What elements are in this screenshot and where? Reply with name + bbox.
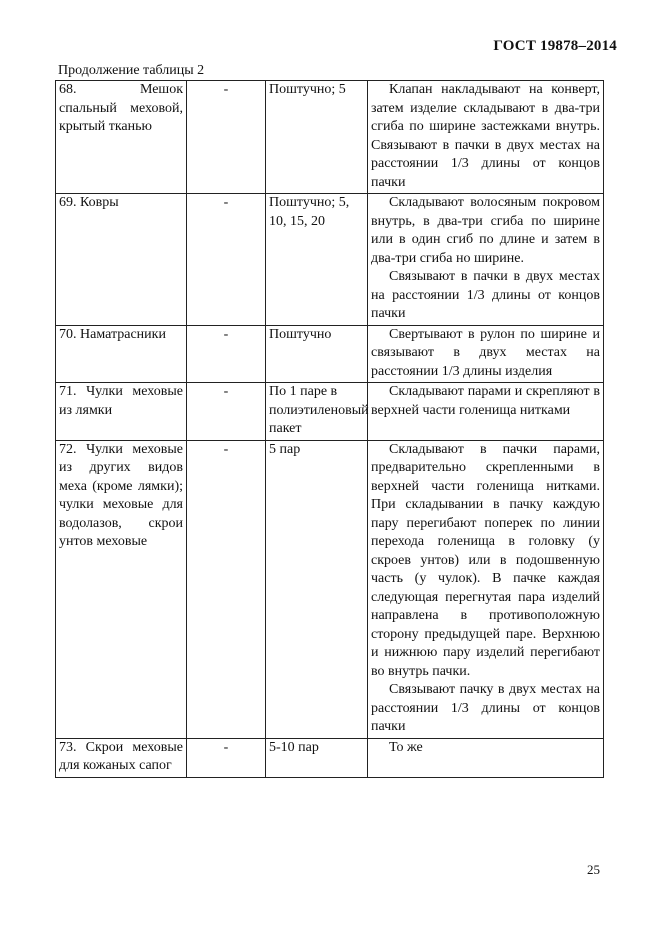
method-paragraph: Связывают пачку в двух местах на расстоянии 1/3 длины от концов пачки [371,682,600,734]
dash-cell: - [187,325,266,383]
packing-table [55,80,604,778]
table-row [56,325,604,383]
product-name-cell: 73. Скрои меховые для кожаных сапог [56,738,187,777]
table-row [56,738,604,777]
packing-method-cell [368,440,604,738]
product-name-cell: 68. Мешок спальный меховой, крытый тканью [56,81,187,194]
product-name-cell: 71. Чулки меховые из лямки [56,383,187,441]
dash-cell: - [187,383,266,441]
dash-cell: - [187,440,266,738]
method-paragraph: Складывают волосяным покровом внутрь, в два-три сгиба по ширине или в один сгиб по длине и затем в два-три сгиба но ширине. [371,195,600,266]
dash-cell: - [187,81,266,194]
method-paragraph: Свертывают в рулон по ширине и связывают в двух местах на расстоянии 1/3 длины изделия [371,326,600,379]
method-paragraph: Складывают в пачки парами, предварительно скрепленными в верхней части голенища нитками. При складывании в пачку каждую пару перегибают поперек по линии перехода голенища в головку (у скроев унтов) или в подошвенную часть (у чулок). В пачке каждая следующая перегнутая пара изделий направлена в противоположную сторону предыдущей паре. Верхнюю и нижнюю пару изделий перегибают во внутрь пачки. [371,441,600,679]
table-row [56,194,604,326]
packing-method-cell [368,81,604,194]
table-row [56,81,604,194]
pack-quantity-cell: Поштучно; 5 [266,81,368,194]
method-paragraph: Связывают в пачки в двух местах на расстоянии 1/3 длины от концов пачки [371,269,600,321]
dash-cell: - [187,738,266,777]
method-paragraph: Складывают парами и скрепляют в верхней части голенища нитками [371,384,600,418]
product-name-cell: 69. Ковры [56,194,187,326]
table-row [56,383,604,441]
pack-quantity-cell: 5 пар [266,440,368,738]
dash-cell: - [187,194,266,326]
packing-method-cell [368,325,604,383]
table-row [56,440,604,738]
packing-method-cell [368,383,604,441]
product-name-cell: 72. Чулки меховые из других видов меха (кроме лямки); чулки меховые для водолазов, скрои унтов меховые [56,440,187,738]
product-name-cell: 70. Наматрасники [56,325,187,383]
packing-method-cell [368,738,604,777]
method-paragraph: Клапан накладывают на конверт, затем изделие складывают в два-три сгиба по ширине застежками внутрь. Связывают в пачки в двух местах на расстоянии 1/3 длины от концов пачки [371,82,600,190]
pack-quantity-cell: 5-10 пар [266,738,368,777]
packing-method-cell [368,194,604,326]
page-number: 25 [587,862,600,877]
pack-quantity-cell: По 1 паре в полиэтиленовый пакет [266,383,368,441]
standard-designation: ГОСТ 19878–2014 [493,38,617,54]
table-caption: Продолжение таблицы 2 [58,63,205,78]
method-paragraph: То же [389,739,423,755]
pack-quantity-cell: Поштучно; 5, 10, 15, 20 [266,194,368,326]
pack-quantity-cell: Поштучно [266,325,368,383]
